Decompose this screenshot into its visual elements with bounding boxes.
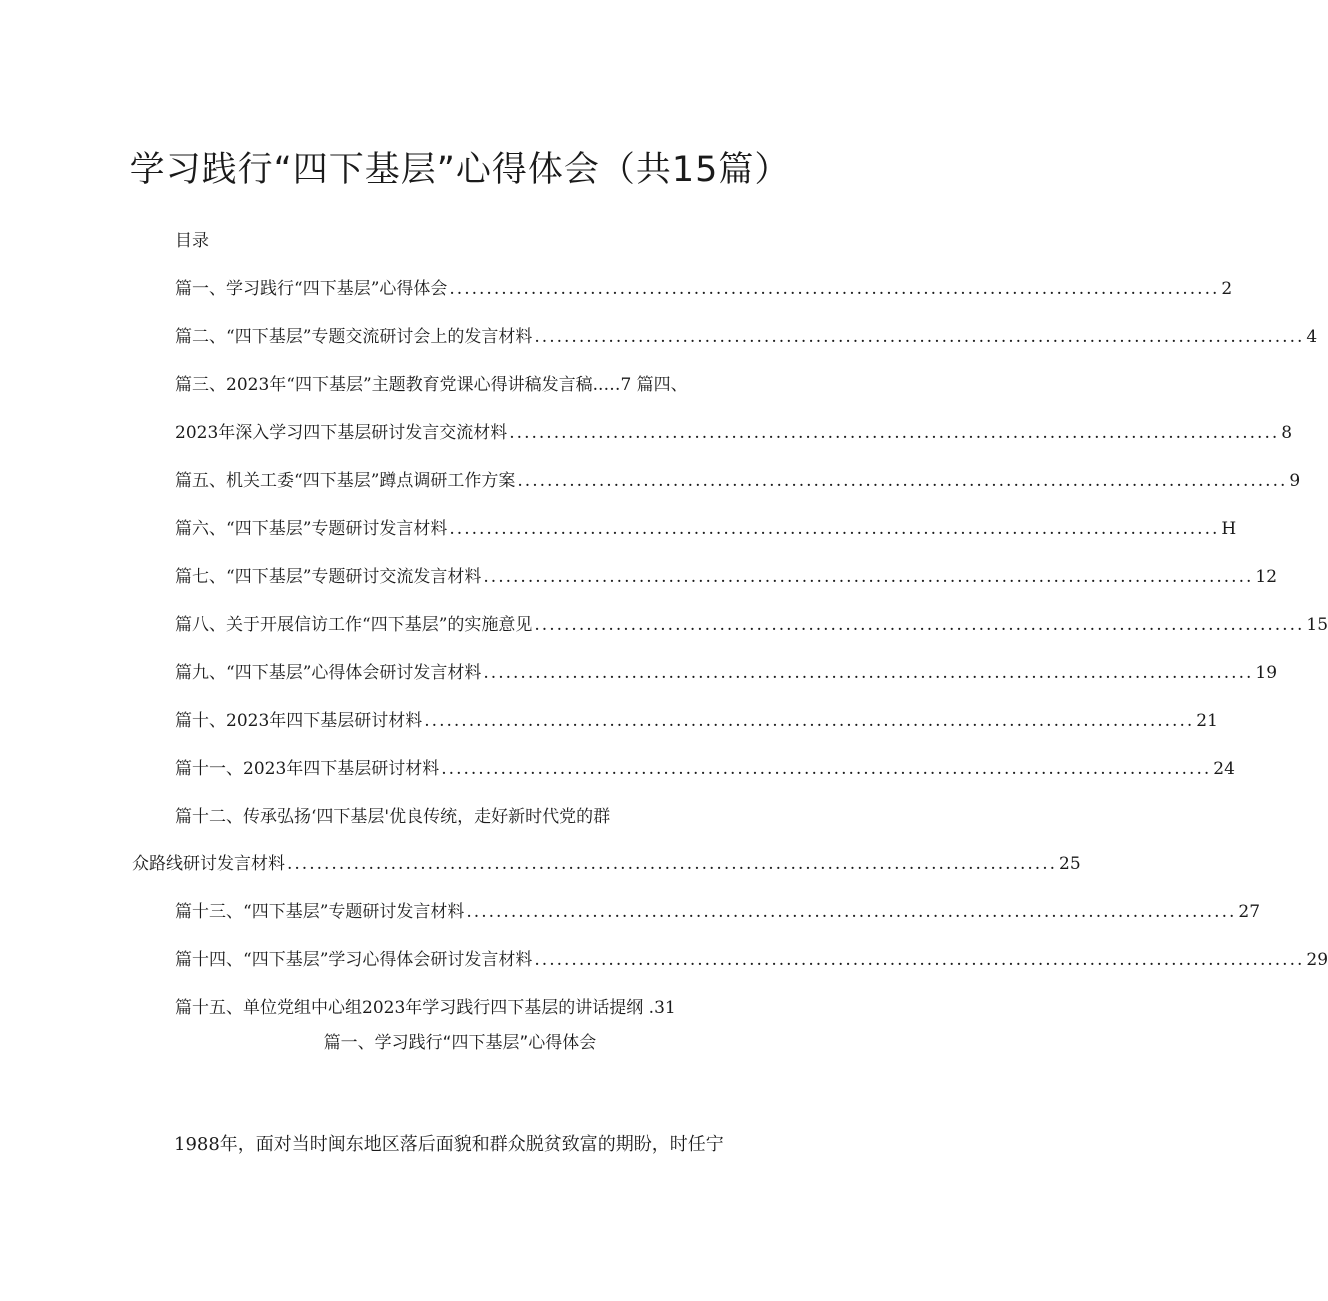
toc-entry-title: 篇九、“四下基层”心得体会研讨发言材料 <box>175 663 482 683</box>
toc-leader: ........................................................................................................ <box>534 615 1305 635</box>
toc-leader: ........................................................................................................ <box>534 327 1305 347</box>
toc-entry[interactable] <box>132 849 1081 879</box>
toc-entry-page: H <box>1221 519 1237 539</box>
toc-entry[interactable] <box>175 562 1278 592</box>
toc-entry-wrapped[interactable]: 篇三、2023年“四下基层”主题教育党课心得讲稿发言稿..…7 篇四、 <box>175 375 688 395</box>
body-paragraph: 1988年，面对当时闽东地区落后面貌和群众脱贫致富的期盼，时任宁 <box>174 1134 724 1155</box>
toc-entry-title: 2023年深入学习四下基层研讨发言交流材料 <box>175 423 508 443</box>
toc-entry-page: 2 <box>1221 279 1233 299</box>
toc-entry-title: 篇十四、“四下基层”学习心得体会研讨发言材料 <box>175 950 533 970</box>
toc-entry-page: 4 <box>1306 327 1318 347</box>
toc-entry[interactable] <box>175 754 1235 784</box>
toc-entry[interactable] <box>175 993 770 1023</box>
toc-entry-wrapped[interactable]: 篇十二、传承弘扬‘四下基层'优良传统，走好新时代党的群 <box>175 807 611 827</box>
section-title: 篇一、学习践行“四下基层”心得体会 <box>323 1033 597 1053</box>
toc-entry-title: 篇七、“四下基层”专题研讨交流发言材料 <box>175 567 482 587</box>
toc-entry-title: 篇十一、2023年四下基层研讨材料 <box>175 759 440 779</box>
toc-entry-title: 篇一、学习践行“四下基层”心得体会 <box>175 279 448 299</box>
toc-entry-title: 篇二、“四下基层”专题交流研讨会上的发言材料 <box>175 327 533 347</box>
document-title: 学习践行“四下基层”心得体会（共15篇） <box>129 150 791 190</box>
toc-entry[interactable] <box>175 658 1278 688</box>
toc-entry-page: 15 <box>1306 615 1328 635</box>
toc-entry-page: 25 <box>1059 854 1081 874</box>
toc-entry[interactable] <box>175 897 1261 927</box>
toc-entry-page: 12 <box>1255 567 1278 587</box>
toc-leader: ........................................................................................................ <box>449 279 1220 299</box>
toc-leader: ........................................................................................................ <box>483 567 1254 587</box>
toc-leader: ........................................................................................................ <box>534 950 1305 970</box>
toc-entry[interactable] <box>175 514 1237 544</box>
toc-entry[interactable] <box>175 706 1218 736</box>
toc-entry[interactable] <box>175 322 1318 352</box>
toc-entry-page: 29 <box>1306 950 1328 970</box>
toc-entry[interactable] <box>175 418 1293 448</box>
toc-leader: ........................................................................................................ <box>483 663 1254 683</box>
toc-leader: ........................................................................................................ <box>509 423 1280 443</box>
toc-leader: ........................................................................................................ <box>449 519 1220 539</box>
toc-entry-page: 31 <box>654 998 676 1018</box>
toc-entry-page: 24 <box>1213 759 1235 779</box>
toc-entry-page: 27 <box>1238 902 1261 922</box>
toc-entry[interactable] <box>175 274 1233 304</box>
toc-entry-title: 篇十、2023年四下基层研讨材料 <box>175 711 423 731</box>
toc-entry-title: 篇八、关于开展信访工作“四下基层”的实施意见 <box>175 615 533 635</box>
toc-entry-page: 8 <box>1281 423 1293 443</box>
toc-entry-page: 19 <box>1255 663 1278 683</box>
toc-entry-page: 21 <box>1196 711 1218 731</box>
toc-entry-title: 篇十五、单位党组中心组2023年学习践行四下基层的讲话提纲 . <box>175 998 655 1018</box>
toc-leader: ........................................................................................................ <box>424 711 1195 731</box>
toc-heading: 目录 <box>175 231 209 251</box>
toc-leader: ........................................................................................................ <box>287 854 1057 874</box>
toc-leader: ........................................................................................................ <box>517 471 1288 491</box>
toc-entry-title: 众路线研讨发言材料 <box>132 854 285 874</box>
toc-entry-title: 篇十三、“四下基层”专题研讨发言材料 <box>175 902 465 922</box>
toc-entry-page: 9 <box>1289 471 1301 491</box>
toc-entry[interactable] <box>175 610 1328 640</box>
toc-entry-title: 篇五、机关工委“四下基层”蹲点调研工作方案 <box>175 471 516 491</box>
toc-leader: ........................................................................................................ <box>466 902 1237 922</box>
toc-leader: ........................................................................................................ <box>441 759 1212 779</box>
toc-entry[interactable] <box>175 466 1301 496</box>
toc-entry-title: 篇六、“四下基层”专题研讨发言材料 <box>175 519 448 539</box>
toc-entry[interactable] <box>175 945 1328 975</box>
